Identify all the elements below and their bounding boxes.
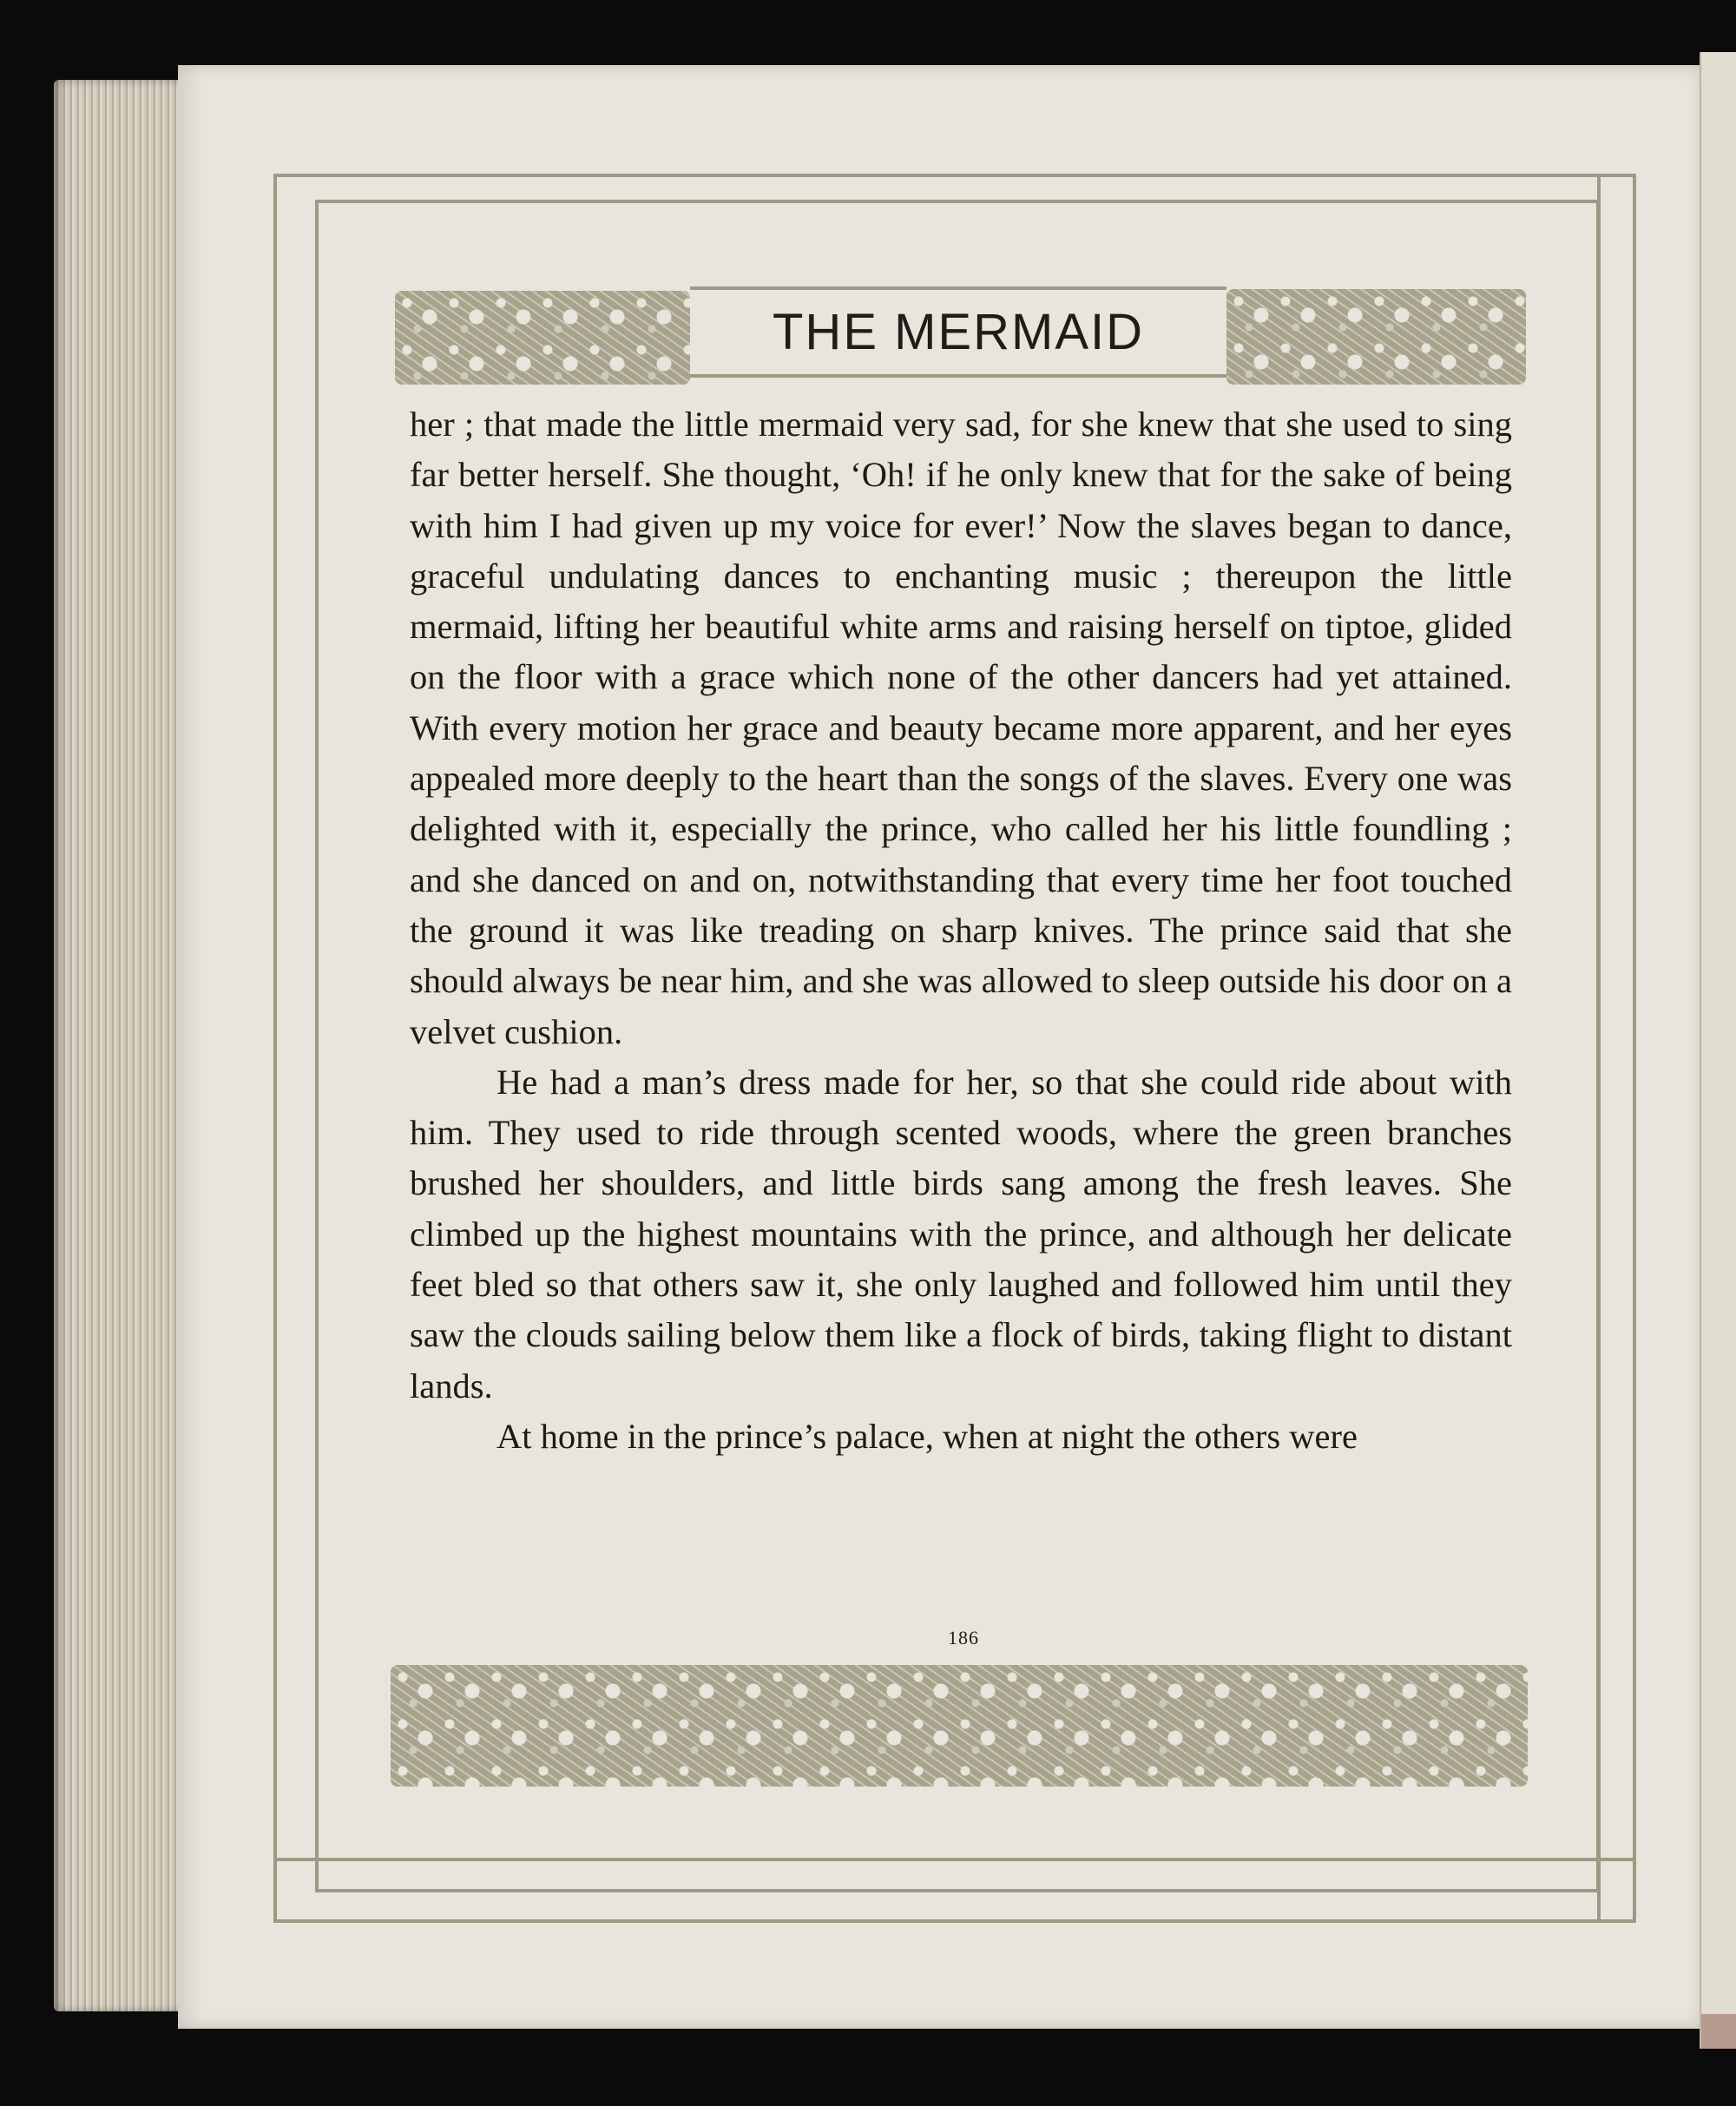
header-ornament-left bbox=[395, 291, 690, 385]
paragraph: her ; that made the little mermaid very sad, for she knew that she used to sing far better herself. She thought, ‘Oh! if he only knew that for the sake of being with him I had given up my voice for ever!’ Now the slaves began to dance, graceful undulating dances to enchanting music ; thereupon the little mermaid, lifting her beautiful white arms and raising herself on tiptoe, glided on the floor with a grace which none of the other dancers had yet attained. With every motion her grace and beauty became more apparent, and her eyes appealed more deeply to the heart than the songs of the slaves. Every one was delighted with it, especially the prince, who called her his little foundling ; and she danced on and on, notwithstanding that every time her foot touched the ground it was like treading on sharp knives. The prince said that she should always be near him, and she was allowed to sleep outside his door on a velvet cushion. bbox=[410, 405, 1512, 1051]
paragraph: He had a man’s dress made for her, so that she could ride about with him. They used to ride through scented woods, where the green branches brushed her shoulders, and little birds sang among the fresh leaves. She climbed up the highest mountains with the prince, and although her delicate feet bled so that others saw it, she only laughed and followed him until they saw the clouds sailing below them like a flock of birds, taking flight to distant lands. bbox=[410, 1062, 1512, 1405]
facing-page-edge bbox=[1700, 52, 1736, 2049]
footer-ornament bbox=[391, 1665, 1528, 1787]
bottom-rule bbox=[273, 1858, 1636, 1861]
right-rule bbox=[1597, 174, 1601, 1923]
page-number: 186 bbox=[948, 1627, 979, 1649]
running-head: THE MERMAID bbox=[773, 304, 1144, 360]
body-text bbox=[410, 399, 1512, 1462]
page-edges bbox=[54, 80, 184, 2011]
header-ornament-right bbox=[1226, 289, 1526, 385]
running-head-box bbox=[690, 286, 1226, 378]
paragraph: At home in the prince’s palace, when at night the others were bbox=[496, 1416, 1358, 1456]
